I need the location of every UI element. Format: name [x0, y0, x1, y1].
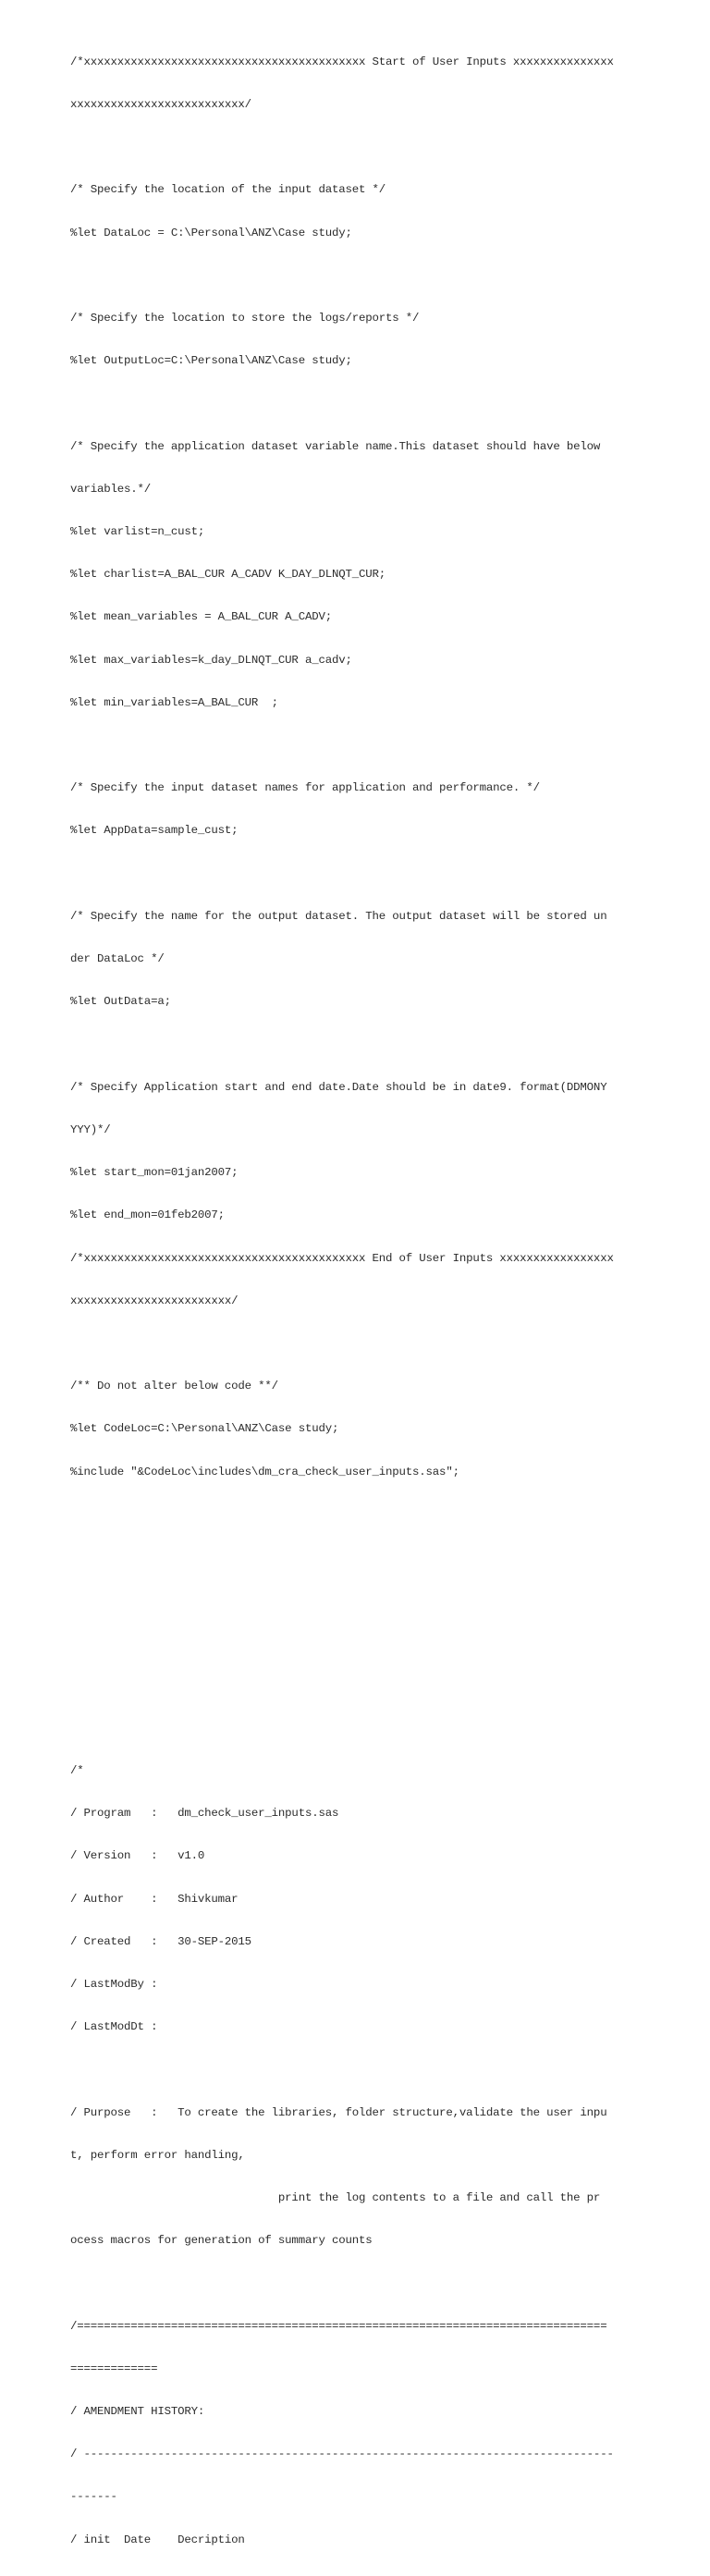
code-line: / LastModDt :: [70, 2020, 158, 2034]
code-line: /===============================================================================: [70, 2319, 607, 2333]
code-line: / LastModBy :: [70, 1977, 158, 1991]
code-line: [70, 1636, 625, 1650]
sas-code-block: [70, 27, 625, 2576]
code-line: /** Do not alter below code **/: [70, 1380, 278, 1393]
code-line: /* Specify the application dataset variable name.This dataset should have below: [70, 439, 601, 453]
code-line: /* Specify the input dataset names for application and performance. */: [70, 781, 540, 795]
code-line: variables.*/: [70, 482, 152, 496]
code-line: %let max_variables=k_day_DLNQT_CUR a_cadv;: [70, 653, 352, 667]
code-line: [70, 867, 625, 881]
code-line: / Version : v1.0: [70, 1849, 205, 1863]
code-line: %let OutData=a;: [70, 995, 171, 1009]
code-line: [70, 1593, 625, 1607]
code-line: /*: [70, 1763, 84, 1777]
code-line: ocess macros for generation of summary counts: [70, 2234, 373, 2248]
code-line: [70, 1551, 625, 1564]
code-line: %let AppData=sample_cust;: [70, 824, 239, 838]
code-line: /* Specify the name for the output dataset. The output dataset will be stored un: [70, 909, 607, 923]
code-line: [70, 1679, 625, 1693]
code-line: /*xxxxxxxxxxxxxxxxxxxxxxxxxxxxxxxxxxxxxxxxxx Start of User Inputs xxxxxxxxxxxxxxx: [70, 55, 614, 68]
code-line: %let mean_variables = A_BAL_CUR A_CADV;: [70, 610, 332, 624]
code-line: =============: [70, 2361, 158, 2375]
code-line: [70, 397, 625, 411]
code-line: xxxxxxxxxxxxxxxxxxxxxxxx/: [70, 1294, 239, 1307]
code-line: %include "&CodeLoc\includes\dm_cra_check_user_inputs.sas";: [70, 1465, 459, 1478]
code-line: /* Specify the location to store the logs/reports */: [70, 312, 420, 325]
code-line: print the log contents to a file and call the pr: [70, 2190, 601, 2204]
code-line: %let CodeLoc=C:\Personal\ANZ\Case study;: [70, 1422, 339, 1436]
code-line: / AMENDMENT HISTORY:: [70, 2404, 205, 2418]
code-line: [70, 739, 625, 753]
code-line: t, perform error handling,: [70, 2148, 245, 2162]
code-line: [70, 1722, 625, 1736]
code-line: / Program : dm_check_user_inputs.sas: [70, 1807, 339, 1821]
code-line: /* Specify Application start and end date.Date should be in date9. format(DDMONY: [70, 1080, 607, 1094]
code-line: [70, 1508, 625, 1522]
code-line: / Purpose : To create the libraries, folder structure,validate the user inpu: [70, 2105, 607, 2119]
code-line: %let charlist=A_BAL_CUR A_CADV K_DAY_DLNQT_CUR;: [70, 568, 386, 582]
code-line: %let varlist=n_cust;: [70, 525, 205, 539]
code-line: %let min_variables=A_BAL_CUR ;: [70, 695, 278, 709]
code-line: der DataLoc */: [70, 952, 165, 966]
code-line: / Author : Shivkumar: [70, 1892, 239, 1906]
code-line: [70, 2063, 625, 2077]
code-line: %let DataLoc = C:\Personal\ANZ\Case study;: [70, 226, 352, 239]
code-line: YYY)*/: [70, 1122, 111, 1136]
code-line: [70, 1337, 625, 1351]
code-line: xxxxxxxxxxxxxxxxxxxxxxxxxx/: [70, 98, 251, 112]
code-line: [70, 2276, 625, 2290]
code-line: %let start_mon=01jan2007;: [70, 1166, 239, 1180]
code-line: %let OutputLoc=C:\Personal\ANZ\Case study;: [70, 354, 352, 368]
code-line: %let end_mon=01feb2007;: [70, 1208, 225, 1222]
code-line: /* Specify the location of the input dataset */: [70, 183, 386, 197]
code-line: / -------------------------------------------------------------------------------: [70, 2447, 614, 2461]
code-line: / Created : 30-SEP-2015: [70, 1934, 251, 1948]
code-line: [70, 1037, 625, 1051]
code-line: / init Date Decription: [70, 2533, 245, 2546]
code-line: [70, 141, 625, 154]
code-line: -------: [70, 2490, 117, 2504]
code-line: /*xxxxxxxxxxxxxxxxxxxxxxxxxxxxxxxxxxxxxxxxxx End of User Inputs xxxxxxxxxxxxxxxxx: [70, 1251, 614, 1265]
code-line: [70, 269, 625, 283]
